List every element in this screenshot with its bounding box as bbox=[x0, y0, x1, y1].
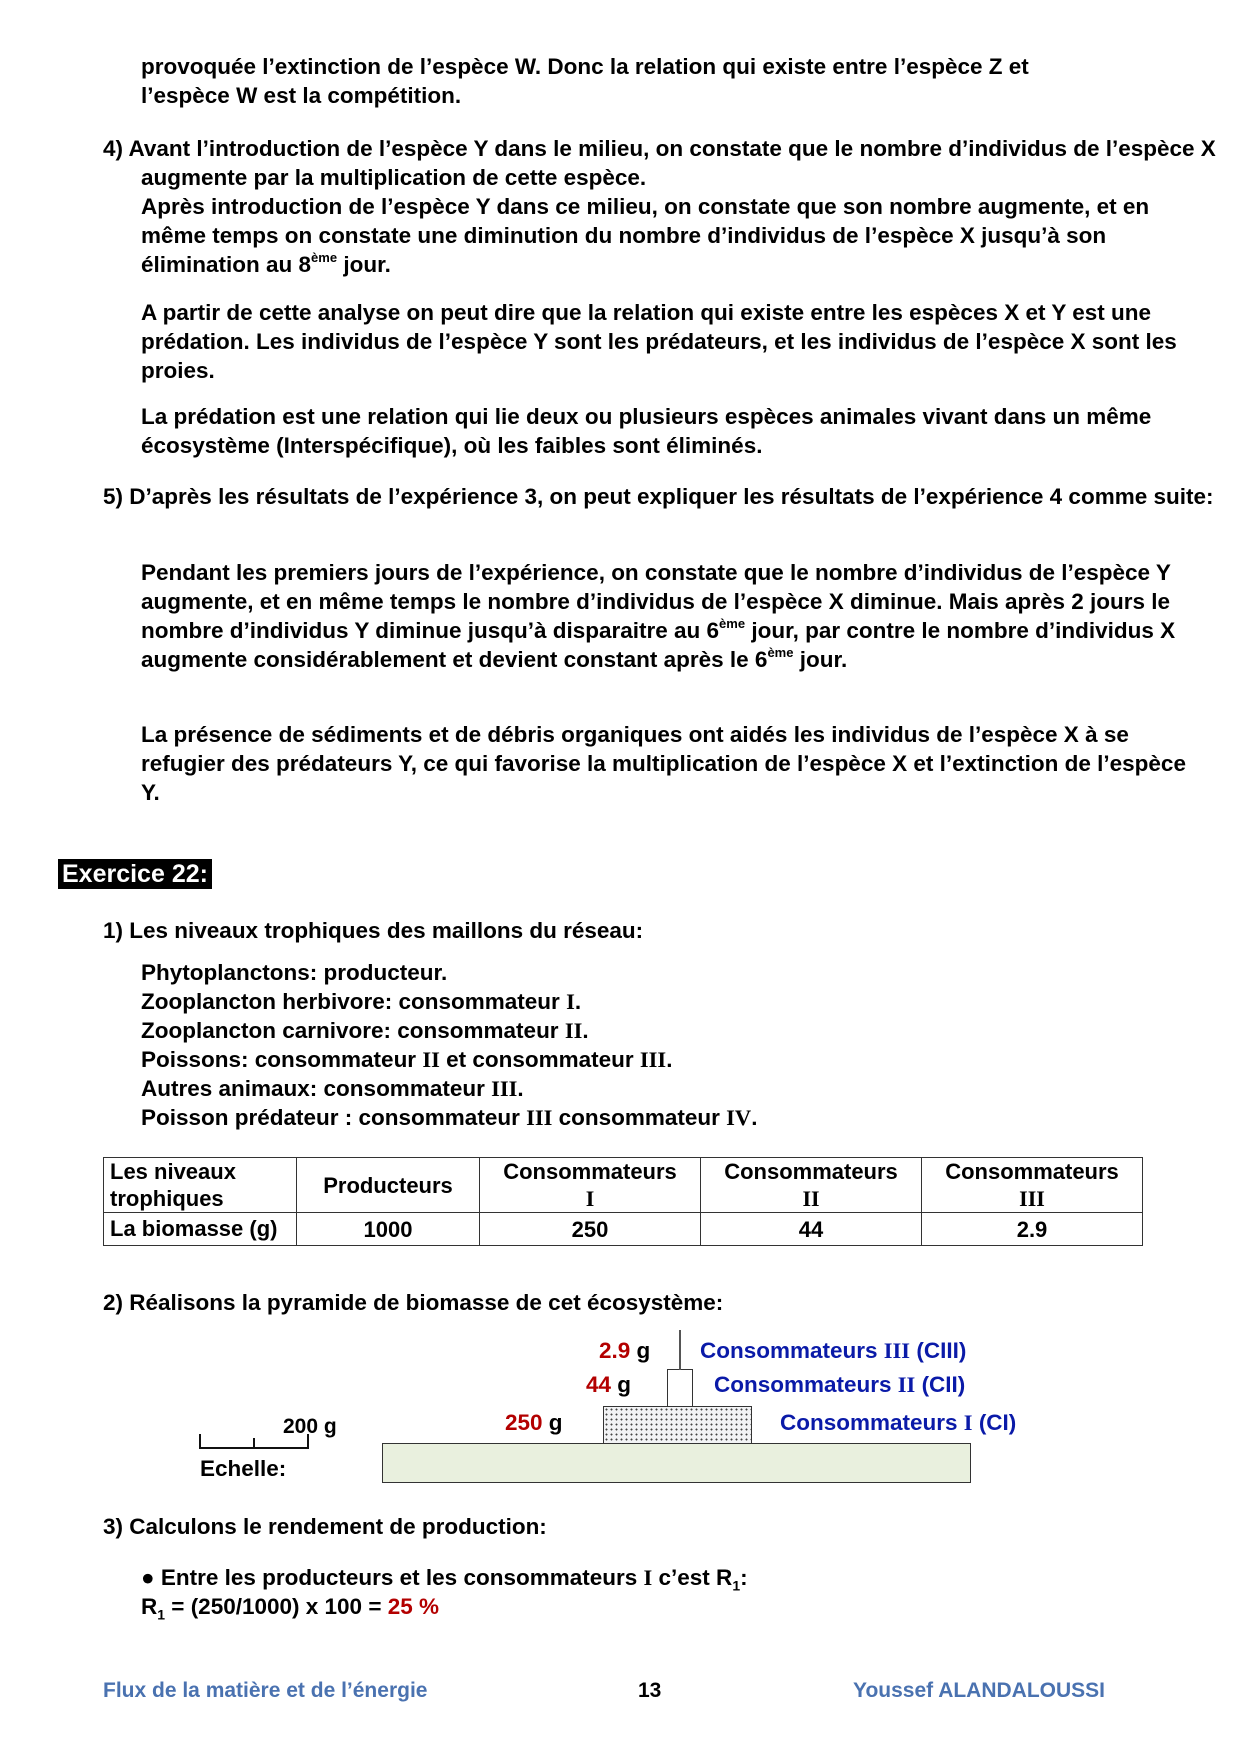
footer-title: Flux de la matière et de l’énergie bbox=[103, 1679, 428, 1702]
text: R bbox=[141, 1594, 158, 1619]
roman-numeral: II bbox=[422, 1047, 440, 1072]
text: (CII) bbox=[915, 1372, 966, 1397]
roman-numeral: II bbox=[564, 1018, 583, 1043]
text: jour, par contre le nombre d’individus X augmente considérablement et devient constant après le 6 bbox=[141, 618, 1176, 672]
list-item bbox=[141, 987, 1191, 1016]
text: Producteurs bbox=[323, 1172, 453, 1198]
list-item bbox=[141, 1045, 1191, 1074]
roman-numeral: III bbox=[1019, 1186, 1045, 1211]
unit: g bbox=[630, 1338, 651, 1363]
exercise-q1-heading bbox=[103, 916, 1193, 945]
roman-numeral: II bbox=[897, 1372, 916, 1397]
table-row bbox=[104, 1158, 1143, 1213]
roman-numeral: III bbox=[526, 1105, 553, 1130]
roman-numeral: I bbox=[963, 1410, 973, 1435]
text: Phytoplanctons: producteur. bbox=[141, 960, 448, 985]
text: : bbox=[740, 1565, 748, 1590]
text: Pendant les premiers jours de l’expérience, on constate que le nombre d’individus de l’espèce Y augmente, et en même temps le nombre d’individus de l’espèce X diminue. Mais après 2 jours le nombre d’individus Y diminue jusqu’à disparaitre au 6 bbox=[141, 560, 1171, 643]
table-header-cell bbox=[922, 1158, 1143, 1213]
text: . bbox=[517, 1076, 524, 1101]
roman-numeral: I bbox=[643, 1565, 653, 1590]
page-number: 13 bbox=[638, 1679, 662, 1702]
result-value: 25 % bbox=[387, 1594, 440, 1619]
text: . bbox=[751, 1105, 758, 1130]
roman-numeral: I bbox=[585, 1186, 595, 1211]
table-cell: 2.9 bbox=[922, 1213, 1143, 1246]
table-cell: 250 bbox=[480, 1213, 701, 1246]
consumer-2-bar bbox=[667, 1369, 693, 1407]
text: Poissons: consommateur bbox=[141, 1047, 423, 1072]
text: Consommateurs bbox=[714, 1372, 898, 1397]
scale-value: 200 g bbox=[283, 1415, 337, 1438]
table-cell: 1000 bbox=[297, 1213, 480, 1246]
list-item bbox=[141, 1103, 1191, 1132]
text: Entre les producteurs et les consommateurs bbox=[160, 1565, 644, 1590]
trophic-level-list bbox=[141, 958, 1191, 1132]
text: et consommateur bbox=[439, 1047, 640, 1072]
exercise-q3-heading bbox=[103, 1512, 1193, 1541]
text: 2) Réalisons la pyramide de biomasse de cet écosystème: bbox=[103, 1290, 724, 1315]
text: . bbox=[574, 989, 582, 1014]
table-row bbox=[104, 1213, 1143, 1246]
text: = (250/1000) x 100 = bbox=[165, 1594, 388, 1619]
text: Consommateurs bbox=[945, 1159, 1119, 1184]
roman-numeral: III bbox=[491, 1076, 518, 1101]
superscript: ème bbox=[311, 249, 338, 265]
level-label-c1 bbox=[780, 1408, 1016, 1437]
roman-numeral: III bbox=[883, 1338, 911, 1363]
consumer-3-bar bbox=[679, 1330, 681, 1370]
table-row-header: La biomasse (g) bbox=[104, 1213, 297, 1246]
table-header-cell bbox=[480, 1158, 701, 1213]
roman-numeral: I bbox=[566, 989, 575, 1014]
q5-intro: D’après les résultats de l’expérience 3, on peut expliquer les résultats de l’expérience 4 comme suite: bbox=[129, 484, 1214, 509]
roman-numeral: III bbox=[639, 1047, 667, 1072]
bullet-line bbox=[141, 1563, 1191, 1592]
text: Consommateurs bbox=[724, 1159, 898, 1184]
text: . bbox=[666, 1047, 673, 1072]
exercise-q2-heading bbox=[103, 1288, 1193, 1317]
roman-numeral: IV bbox=[726, 1105, 752, 1130]
table-row-header: Les niveaux trophiques bbox=[104, 1158, 297, 1213]
subscript: 1 bbox=[157, 1606, 166, 1623]
q4-paragraph-2 bbox=[141, 192, 1191, 279]
text: Poisson prédateur : consommateur bbox=[141, 1105, 527, 1130]
superscript: ème bbox=[719, 615, 746, 631]
text: c’est R bbox=[652, 1565, 733, 1590]
text: (CIII) bbox=[910, 1338, 967, 1363]
text: Consommateurs bbox=[503, 1159, 677, 1184]
text: A partir de cette analyse on peut dire que la relation qui existe entre les espèces X et Y est une prédation. Les individus de l’espèce Y sont les prédateurs, et les individus de l’espèce X sont les proies. bbox=[141, 300, 1177, 383]
text: Après introduction de l’espèce Y dans ce milieu, on constate que son nombre augmente, et en même temps on constate une diminution du nombre d’individus de l’espèce X jusqu’à son élimination au 8 bbox=[141, 194, 1150, 277]
biomass-table bbox=[103, 1157, 1143, 1246]
producer-bar bbox=[382, 1443, 971, 1483]
level-label-c3 bbox=[700, 1336, 966, 1365]
subscript: 1 bbox=[732, 1577, 741, 1594]
superscript: ème bbox=[767, 644, 794, 660]
text: Consommateurs bbox=[780, 1410, 964, 1435]
value: 44 bbox=[586, 1372, 612, 1397]
text: jour. bbox=[337, 252, 391, 277]
table-header-cell bbox=[297, 1158, 480, 1213]
q5-paragraph-2 bbox=[141, 720, 1191, 807]
continuation-paragraph bbox=[141, 52, 1191, 110]
text: . bbox=[582, 1018, 589, 1043]
table-cell: 44 bbox=[701, 1213, 922, 1246]
scale-bar-icon bbox=[198, 1432, 314, 1452]
text: consommateur bbox=[552, 1105, 727, 1130]
level-value-c2 bbox=[586, 1370, 631, 1399]
list-item bbox=[141, 1016, 1191, 1045]
unit: g bbox=[611, 1372, 632, 1397]
level-value-c3 bbox=[599, 1336, 650, 1365]
text: 3) Calculons le rendement de production: bbox=[103, 1514, 547, 1539]
question-number: 4) bbox=[103, 136, 124, 161]
list-item bbox=[141, 1074, 1191, 1103]
q4-paragraph-4 bbox=[141, 402, 1191, 460]
text: Consommateurs bbox=[700, 1338, 884, 1363]
unit: g bbox=[542, 1410, 563, 1435]
q5-paragraph-1 bbox=[141, 558, 1191, 674]
exercise-title-text: Exercice 22: bbox=[58, 859, 212, 889]
text: La prédation est une relation qui lie deux ou plusieurs espèces animales vivant dans un même écosystème (Interspécifique), où les faibles sont éliminés. bbox=[141, 404, 1152, 458]
bullet-icon: ● bbox=[141, 1565, 161, 1590]
exercise-title bbox=[58, 860, 212, 889]
q4-paragraph-3 bbox=[141, 298, 1191, 385]
yield-calculation bbox=[141, 1563, 1191, 1621]
question-4 bbox=[103, 134, 1231, 192]
text: 1) Les niveaux trophiques des maillons du réseau: bbox=[103, 918, 644, 943]
q4-paragraph-1: Avant l’introduction de l’espèce Y dans le milieu, on constate que le nombre d’individus de l’espèce X augmente par la multiplication de cette espèce. bbox=[128, 136, 1216, 190]
formula-line bbox=[141, 1592, 1191, 1621]
footer-author: Youssef ALANDALOUSSI bbox=[853, 1679, 1106, 1702]
text: jour. bbox=[793, 647, 848, 672]
text: (CI) bbox=[972, 1410, 1017, 1435]
level-value-c1 bbox=[505, 1408, 563, 1437]
level-label-c2 bbox=[714, 1370, 965, 1399]
text-line: provoquée l’extinction de l’espèce W. Donc la relation qui existe entre l’espèce Z et bbox=[141, 54, 1029, 79]
question-5 bbox=[103, 482, 1231, 511]
consumer-1-bar bbox=[603, 1406, 752, 1444]
roman-numeral: II bbox=[802, 1186, 820, 1211]
text-line: l’espèce W est la compétition. bbox=[141, 83, 462, 108]
value: 2.9 bbox=[599, 1338, 631, 1363]
text: Zooplancton carnivore: consommateur bbox=[141, 1018, 565, 1043]
scale-label: Echelle: bbox=[200, 1456, 287, 1481]
question-number: 5) bbox=[103, 484, 124, 509]
text: Autres animaux: consommateur bbox=[141, 1076, 492, 1101]
text: La présence de sédiments et de débris organiques ont aidés les individus de l’espèce X à se refugier des prédateurs Y, ce qui favorise la multiplication de l’espèce X et l’extinction de l’espèce Y. bbox=[141, 722, 1186, 805]
text: Zooplancton herbivore: consommateur bbox=[141, 989, 567, 1014]
list-item bbox=[141, 958, 1191, 987]
value: 250 bbox=[505, 1410, 543, 1435]
table-header-cell bbox=[701, 1158, 922, 1213]
